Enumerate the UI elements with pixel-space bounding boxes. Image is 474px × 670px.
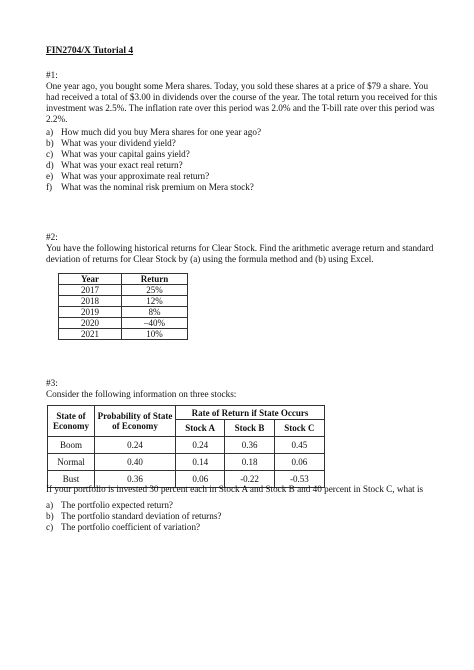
list-item: e) What was your approximate real return? (46, 171, 210, 181)
list-item: a) How much did you buy Mera shares for one year ago? (46, 127, 262, 137)
column-header-probability: Probability of State of Economy (95, 406, 176, 437)
question-1-label: #1: (46, 70, 58, 80)
column-header-stock-c: Stock C (274, 420, 324, 437)
table-row: Bust 0.36 0.06 -0.22 -0.53 (48, 471, 325, 488)
list-item: b) What was your dividend yield? (46, 138, 176, 148)
table-row: 2020 –40% (59, 318, 188, 329)
list-item: c) The portfolio coefficient of variation? (46, 522, 201, 532)
table-row: 2021 10% (59, 329, 188, 340)
column-header-year: Year (59, 274, 122, 285)
returns-table (58, 273, 188, 340)
list-item: a) The portfolio expected return? (46, 500, 173, 510)
table-row: Boom 0.24 0.24 0.36 0.45 (48, 437, 325, 454)
question-3-label: #3: (46, 378, 58, 388)
column-header-stock-a: Stock A (176, 420, 225, 437)
table-row: 2018 12% (59, 296, 188, 307)
question-1-items (46, 127, 261, 193)
stock-returns-table (47, 405, 325, 488)
question-3-items (46, 500, 221, 533)
table-header-row (59, 274, 188, 285)
list-item: f) What was the nominal risk premium on Mera stock? (46, 182, 254, 192)
table-row: 2017 25% (59, 285, 188, 296)
question-3-followup: If your portfolio is invested 30 percent each in Stock A and Stock B and 40 percent in Stock C, what is (46, 484, 424, 494)
question-3-text: Consider the following information on three stocks: (46, 389, 237, 399)
table-header-row (48, 406, 325, 420)
table-row: 2019 8% (59, 307, 188, 318)
question-2-label: #2: (46, 232, 58, 242)
column-header-rate-of-return: Rate of Return if State Occurs (176, 406, 325, 420)
column-header-return: Return (122, 274, 188, 285)
list-item: d) What was your exact real return? (46, 160, 183, 170)
column-header-state: State of Economy (48, 406, 95, 437)
table-row: Normal 0.40 0.14 0.18 0.06 (48, 454, 325, 471)
list-item: b) The portfolio standard deviation of returns? (46, 511, 222, 521)
document-title: FIN2704/X Tutorial 4 (46, 46, 134, 56)
question-2-text: You have the following historical returns for Clear Stock. Find the arithmetic average return and standard deviation of returns for Clear Stock by (a) using the formula method and (b) using Excel. (46, 243, 434, 264)
list-item: c) What was your capital gains yield? (46, 149, 190, 159)
column-header-stock-b: Stock B (225, 420, 274, 437)
question-1-text: One year ago, you bought some Mera shares. Today, you sold these shares at a price of $79 a share. You had received a total of $3.00 in dividends over the course of the year. The total return you received for this investment was 2.5%. The inflation rate over this period was 2.0% and the T-bill rate over this period was 2.2%. (46, 81, 438, 124)
